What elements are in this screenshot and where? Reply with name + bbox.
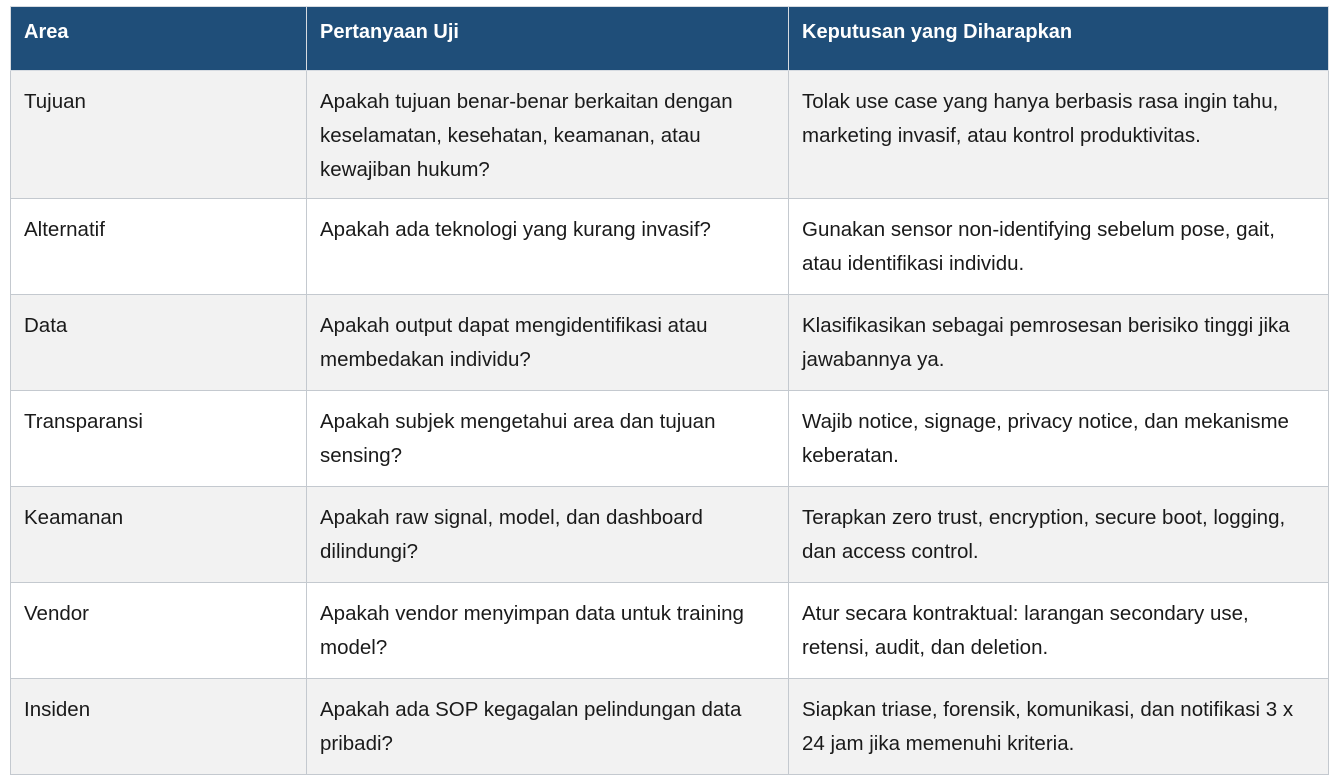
table-row (11, 391, 1329, 487)
cell-decision: Terapkan zero trust, encryption, secure boot, logging, dan access control. (789, 487, 1329, 583)
cell-area: Alternatif (11, 199, 307, 295)
table-row (11, 583, 1329, 679)
checklist-table (10, 6, 1329, 775)
cell-question: Apakah ada teknologi yang kurang invasif? (307, 199, 789, 295)
cell-area: Data (11, 295, 307, 391)
cell-area: Tujuan (11, 71, 307, 199)
cell-question: Apakah subjek mengetahui area dan tujuan sensing? (307, 391, 789, 487)
table-row (11, 679, 1329, 775)
cell-question: Apakah ada SOP kegagalan pelindungan data pribadi? (307, 679, 789, 775)
table-row (11, 295, 1329, 391)
cell-area: Insiden (11, 679, 307, 775)
table-row (11, 487, 1329, 583)
cell-area: Keamanan (11, 487, 307, 583)
checklist-table-container (10, 6, 1328, 775)
table-row (11, 71, 1329, 199)
cell-question: Apakah raw signal, model, dan dashboard dilindungi? (307, 487, 789, 583)
cell-decision: Atur secara kontraktual: larangan secondary use, retensi, audit, dan deletion. (789, 583, 1329, 679)
cell-decision: Wajib notice, signage, privacy notice, dan mekanisme keberatan. (789, 391, 1329, 487)
cell-decision: Siapkan triase, forensik, komunikasi, dan notifikasi 3 x 24 jam jika memenuhi kriteria. (789, 679, 1329, 775)
table-header-row (11, 7, 1329, 71)
cell-question: Apakah output dapat mengidentifikasi atau membedakan individu? (307, 295, 789, 391)
cell-decision: Klasifikasikan sebagai pemrosesan berisiko tinggi jika jawabannya ya. (789, 295, 1329, 391)
cell-decision: Tolak use case yang hanya berbasis rasa ingin tahu, marketing invasif, atau kontrol produktivitas. (789, 71, 1329, 199)
cell-area: Vendor (11, 583, 307, 679)
cell-area: Transparansi (11, 391, 307, 487)
header-question: Pertanyaan Uji (307, 7, 789, 71)
cell-decision: Gunakan sensor non-identifying sebelum pose, gait, atau identifikasi individu. (789, 199, 1329, 295)
table-row (11, 199, 1329, 295)
header-decision: Keputusan yang Diharapkan (789, 7, 1329, 71)
cell-question: Apakah tujuan benar-benar berkaitan dengan keselamatan, kesehatan, keamanan, atau kewajiban hukum? (307, 71, 789, 199)
cell-question: Apakah vendor menyimpan data untuk training model? (307, 583, 789, 679)
header-area: Area (11, 7, 307, 71)
